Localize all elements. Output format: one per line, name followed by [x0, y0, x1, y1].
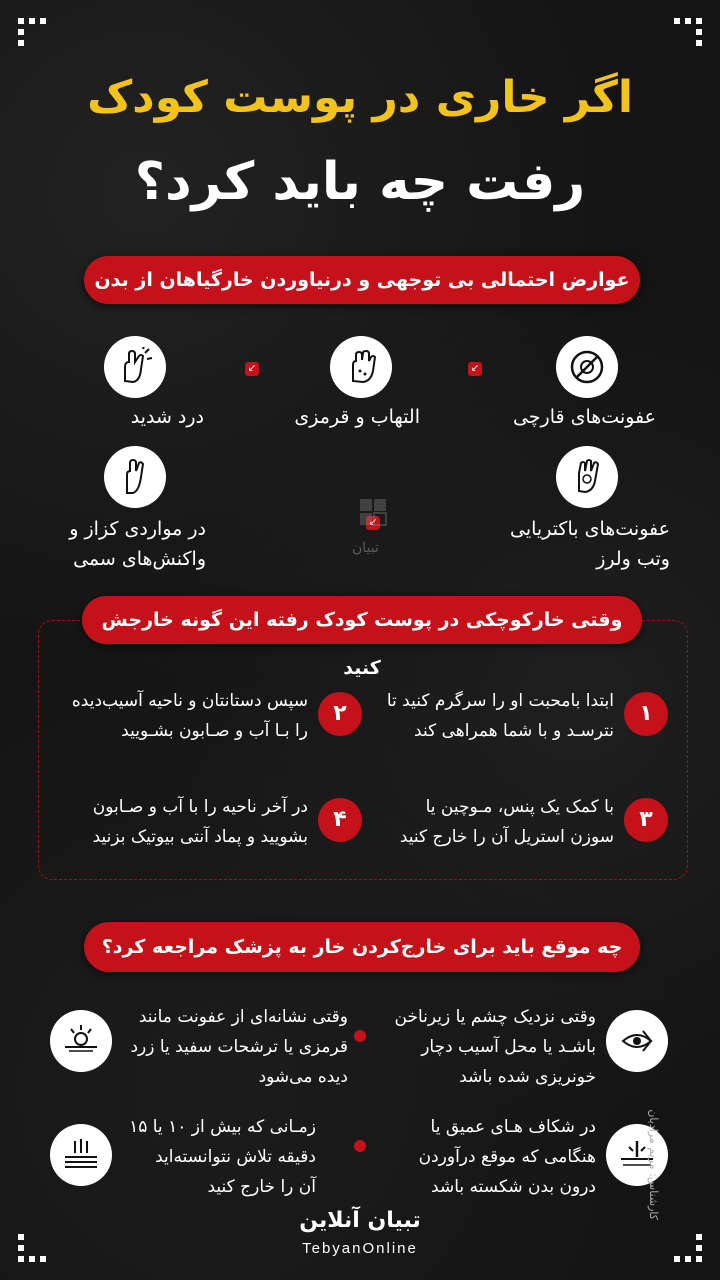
- doctor-reason-2-line3: دیده می‌شود: [258, 1067, 348, 1087]
- doctor-reason-2-line1: وقتی نشانه‌ای از عفونت مانند: [138, 1007, 348, 1027]
- footer-logo-fa: تبیان آنلاین: [299, 1208, 421, 1233]
- step-2-line1: سپس دستانتان و ناحیه آسیب‌دیده: [71, 691, 308, 711]
- step-text-3: [360, 792, 614, 852]
- page-title-line1: اگر خاری در پوست کودک: [87, 72, 633, 123]
- arrow-icon: ↙: [468, 362, 482, 376]
- eye-shield-icon: [606, 1010, 668, 1072]
- doctor-reason-1-line3: خونریزی شده باشد: [459, 1067, 596, 1087]
- effect-label-bacterial: [440, 514, 670, 574]
- raised-hand-icon: [104, 446, 166, 508]
- step-number-3: ۳: [624, 798, 668, 842]
- step-4-line1: در آخر ناحیه را با آب و صـابون: [92, 797, 308, 817]
- step-2-line2: را بـا آب و صـابون بشـویید: [121, 721, 308, 741]
- skin-layers-icon: [50, 1124, 112, 1186]
- doctor-reason-1: [380, 1002, 596, 1092]
- step-4-line2: بشویید و پماد آنتی بیوتیک بزنید: [92, 827, 308, 847]
- corner-ornament-top-right: [674, 18, 702, 46]
- effect-label-tetanus-line2: واکنش‌های سمی: [73, 548, 206, 570]
- doctor-reason-1-line1: وقتی نزدیک چشم یا زیرناخن: [394, 1007, 596, 1027]
- irritated-hand-icon: [330, 336, 392, 398]
- effect-label-inflammation: التهاب و قرمزی: [294, 406, 420, 428]
- effect-label-bacterial-line2: وتب ولرز: [596, 548, 670, 570]
- author-credit: کارشناس: مریم مرادیان: [647, 1109, 660, 1220]
- section1-heading: عوارض احتمالی بی توجهی و درنیاوردن خارگیاهان از بدن: [84, 256, 640, 304]
- doctor-reason-3-line3: درون بدن شکسته باشد: [431, 1177, 596, 1197]
- step-text-4: [44, 792, 308, 852]
- effect-label-fungal: عفونت‌های قارچی: [512, 406, 656, 428]
- no-germ-icon: [556, 336, 618, 398]
- doctor-reason-4-line2: دقیقه تلاش نتوانسته‌اید: [155, 1147, 316, 1167]
- skin-infection-icon: [50, 1010, 112, 1072]
- doctor-reason-3-line1: در شکاف هـای عمیق یا: [430, 1117, 596, 1137]
- footer-logo-en: TebyanOnline: [302, 1240, 418, 1257]
- arrow-icon: ↙: [366, 516, 380, 530]
- doctor-reason-4-line1: زمـانی که بیش از ۱۰ یا ۱۵: [129, 1117, 316, 1137]
- effect-label-bacterial-line1: عفونت‌های باکتریایی: [510, 518, 670, 540]
- step-1-line1: ابتدا بامحبت او را سرگرم کنید تا: [386, 691, 614, 711]
- doctor-reason-3: [380, 1112, 596, 1202]
- effect-label-tetanus: [30, 514, 206, 574]
- doctor-reason-2-line2: قرمزی یا ترشحات سفید یا زرد: [130, 1037, 348, 1057]
- step-number-1: ۱: [624, 692, 668, 736]
- step-number-2: ۲: [318, 692, 362, 736]
- step-number-4: ۴: [318, 798, 362, 842]
- corner-ornament-top-left: [18, 18, 46, 46]
- doctor-reason-3-line2: هنگامی که موقع درآوردن: [418, 1147, 596, 1167]
- effect-label-tetanus-line1: در مواردی کزاز و: [69, 518, 206, 540]
- step-text-1: [360, 686, 614, 746]
- arrow-icon: ↙: [245, 362, 259, 376]
- doctor-reason-2: [116, 1002, 348, 1092]
- section2-heading: وقتی خارکوچکی در پوست کودک رفته این گونه خارجش کنید: [82, 596, 642, 644]
- page-title-line2: رفت چه باید کرد؟: [134, 152, 586, 212]
- step-3-line1: با کمک یک پنس، مـوچین یا: [425, 797, 614, 817]
- bacteria-hand-icon: [556, 446, 618, 508]
- section3-heading: چه موقع باید برای خارج‌کردن خار به پزشک مراجعه کرد؟: [84, 922, 640, 972]
- arrow-icon: [354, 1140, 366, 1152]
- watermark-text: تبیان: [352, 540, 379, 556]
- arrow-icon: [354, 1030, 366, 1042]
- step-3-line2: سوزن استریل آن را خارج کنید: [399, 827, 614, 847]
- hand-pain-icon: [104, 336, 166, 398]
- step-text-2: [44, 686, 308, 746]
- step-1-line2: نترسـد و با شما همراهی کند: [414, 721, 614, 741]
- effect-label-pain: درد شدید: [130, 406, 204, 428]
- doctor-reason-4-line3: آن را خارج کنید: [207, 1177, 316, 1197]
- doctor-reason-1-line2: باشـد یا محل آسیب دچار: [421, 1037, 596, 1057]
- doctor-reason-4: [116, 1112, 316, 1202]
